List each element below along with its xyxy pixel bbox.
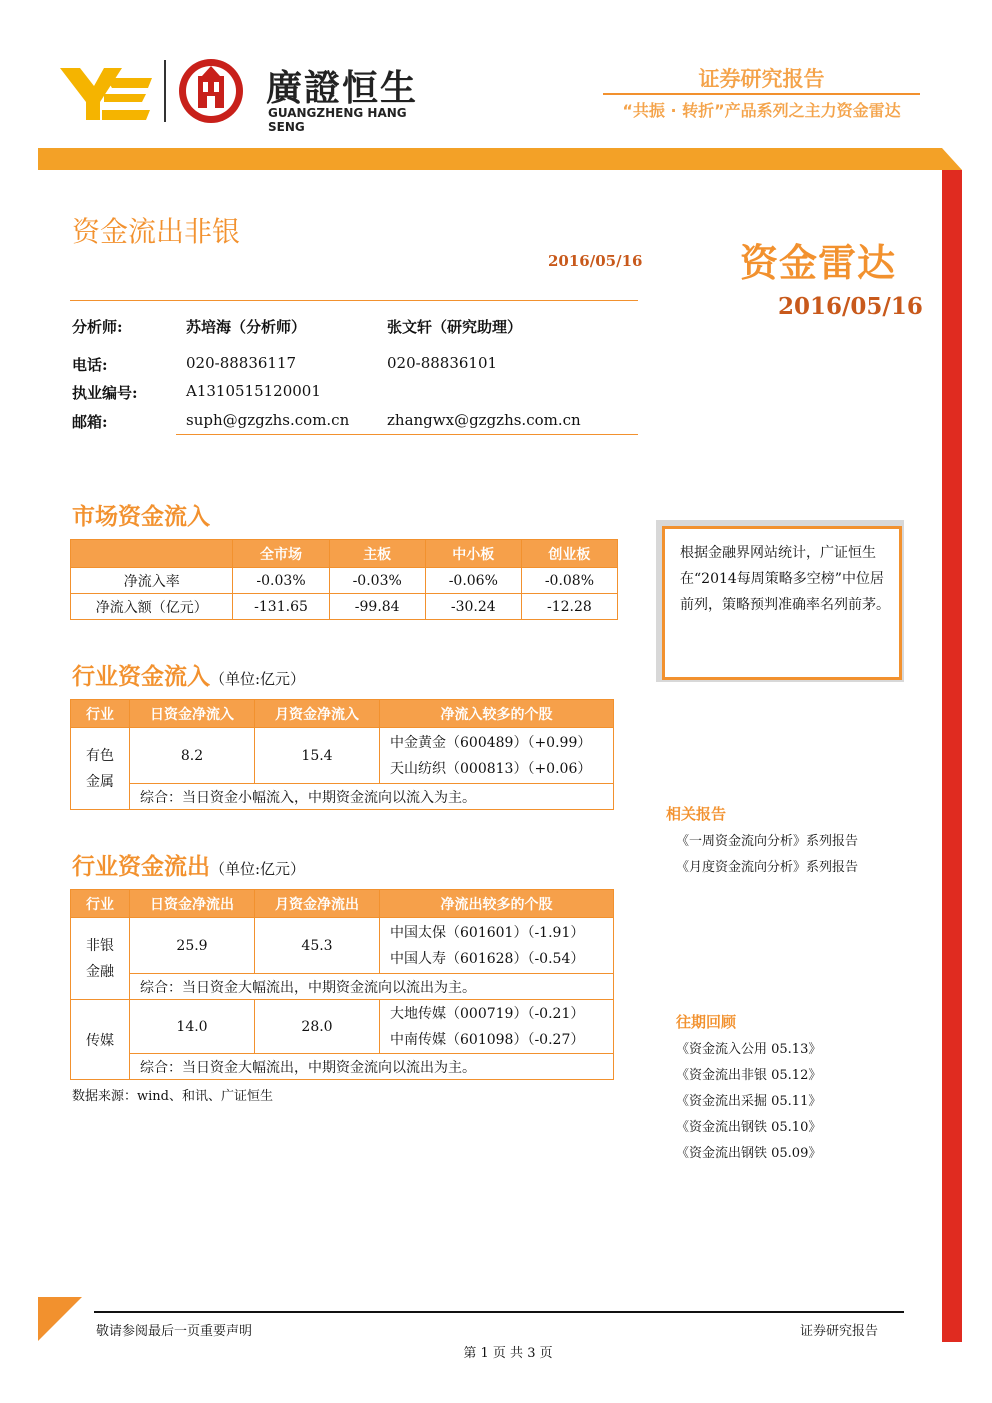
brand-logo [60, 58, 440, 134]
table-cell: -131.65 [233, 594, 329, 620]
related-report-link[interactable]: 《月度资金流向分析》系列报告 [676, 860, 859, 875]
table-row [71, 728, 614, 784]
past-report-link[interactable]: 《资金流出采掘 05.11》 [676, 1094, 822, 1109]
analyst-1-license: A1310515120001 [186, 382, 321, 400]
analyst-label: 分析师: [72, 318, 123, 336]
summary-row [71, 1054, 614, 1080]
table-cell: -30.24 [425, 594, 521, 620]
series-name: “共振 · 转折”产品系列之主力资金雷达 [622, 101, 901, 120]
summary-cell: 综合：当日资金大幅流出，中期资金流向以流出为主。 [130, 1054, 614, 1080]
outflow-header: 日资金净流出 [130, 890, 255, 918]
table-cell: 45.3 [255, 918, 380, 974]
industry-cell: 传媒 [71, 1000, 130, 1080]
data-source: 数据来源：wind、和讯、广证恒生 [72, 1089, 273, 1104]
table-row [71, 1000, 614, 1054]
stock-item: 中国人寿（601628）（-0.54） [390, 950, 585, 967]
top-banner-corner [942, 148, 962, 170]
market-header: 主板 [329, 540, 425, 568]
footer-notice: 敬请参阅最后一页重要声明 [96, 1324, 253, 1339]
radar-title: 资金雷达 [740, 241, 897, 285]
market-header-empty [71, 540, 233, 568]
logo-divider [164, 60, 166, 122]
stocks-cell [380, 1000, 614, 1054]
summary-row [71, 784, 614, 810]
table-cell: 8.2 [130, 728, 255, 784]
stock-item: 大地传媒（000719）（-0.21） [390, 1005, 585, 1022]
past-report-link[interactable]: 《资金流出钢铁 05.10》 [676, 1120, 822, 1135]
callout-text: 根据金融界网站统计，广证恒生在“2014每周策略多空榜”中位居前列，策略预判准确率名列前茅。 [680, 545, 890, 613]
title-date: 2016/05/16 [548, 252, 643, 270]
analyst-2-name: 张文轩（研究助理） [387, 318, 523, 336]
inflow-section-title [72, 658, 305, 691]
footer-report-type: 证券研究报告 [800, 1324, 879, 1339]
stocks-cell [380, 918, 614, 974]
page-title: 资金流出非银 [72, 215, 241, 248]
table-cell: 15.4 [255, 728, 380, 784]
table-row [71, 918, 614, 974]
summary-cell: 综合：当日资金小幅流入，中期资金流向以流入为主。 [130, 784, 614, 810]
page-number: 第 1 页 共 3 页 [463, 1346, 553, 1361]
report-type: 证券研究报告 [698, 67, 825, 91]
row-label: 净流入额（亿元） [71, 594, 233, 620]
inflow-title-text: 行业资金流入 [72, 664, 210, 690]
table-row [71, 568, 618, 594]
past-report-link[interactable]: 《资金流出钢铁 05.09》 [676, 1146, 822, 1161]
table-cell: -0.03% [329, 568, 425, 594]
table-cell: -0.06% [425, 568, 521, 594]
analyst-bottom-divider [176, 434, 638, 435]
inflow-unit: （单位:亿元） [210, 670, 306, 688]
stock-item: 中金黄金（600489）（+0.99） [390, 734, 592, 751]
phone-label: 电话: [72, 356, 108, 374]
stock-item: 中国太保（601601）（-1.91） [390, 924, 585, 941]
inflow-table [70, 699, 614, 810]
inflow-header: 日资金净流入 [130, 700, 255, 728]
table-row [71, 594, 618, 620]
table-cell: 14.0 [130, 1000, 255, 1054]
brand-name-cn: 廣證恒生 [266, 68, 419, 109]
inflow-header: 月资金净流入 [255, 700, 380, 728]
stock-item: 天山纺织（000813）（+0.06） [390, 760, 592, 777]
row-label: 净流入率 [71, 568, 233, 594]
outflow-section-title [72, 848, 305, 881]
past-reports-title: 往期回顾 [676, 1013, 737, 1031]
analyst-1-email[interactable]: suph@gzgzhs.com.cn [186, 411, 350, 429]
table-cell: -12.28 [521, 594, 617, 620]
footer-divider [94, 1311, 904, 1313]
market-header: 创业板 [521, 540, 617, 568]
past-report-link[interactable]: 《资金流出非银 05.12》 [676, 1068, 822, 1083]
footer-corner-icon [38, 1297, 82, 1341]
outflow-header: 行业 [71, 890, 130, 918]
hang-seng-seal-icon [178, 58, 244, 124]
related-reports-title: 相关报告 [666, 805, 727, 823]
table-cell: -99.84 [329, 594, 425, 620]
market-table [70, 539, 618, 620]
outflow-title-text: 行业资金流出 [72, 854, 210, 880]
outflow-table [70, 889, 614, 1080]
stock-item: 中南传媒（601098）（-0.27） [390, 1031, 585, 1048]
analyst-1-phone: 020-88836117 [186, 354, 297, 372]
brand-name-en: GUANGZHENG HANG SENG [268, 106, 407, 134]
analyst-2-phone: 020-88836101 [387, 354, 498, 372]
market-header: 中小板 [425, 540, 521, 568]
table-cell: -0.08% [521, 568, 617, 594]
industry-cell: 有色 金属 [71, 728, 130, 810]
related-report-link[interactable]: 《一周资金流向分析》系列报告 [676, 834, 859, 849]
past-report-link[interactable]: 《资金流入公用 05.13》 [676, 1042, 822, 1057]
inflow-header: 净流入较多的个股 [380, 700, 614, 728]
license-label: 执业编号: [72, 384, 138, 402]
inflow-header: 行业 [71, 700, 130, 728]
header-divider [603, 93, 920, 95]
top-banner-bar [38, 148, 942, 170]
industry-cell: 非银 金融 [71, 918, 130, 1000]
table-cell: 25.9 [130, 918, 255, 974]
table-cell: 28.0 [255, 1000, 380, 1054]
email-label: 邮箱: [72, 413, 108, 431]
outflow-header: 净流出较多的个股 [380, 890, 614, 918]
outflow-unit: （单位:亿元） [210, 860, 306, 878]
summary-cell: 综合：当日资金大幅流出，中期资金流向以流出为主。 [130, 974, 614, 1000]
market-section-title: 市场资金流入 [72, 504, 210, 530]
table-cell: -0.03% [233, 568, 329, 594]
market-header: 全市场 [233, 540, 329, 568]
stocks-cell [380, 728, 614, 784]
outflow-header: 月资金净流出 [255, 890, 380, 918]
summary-row [71, 974, 614, 1000]
analyst-top-divider [70, 300, 638, 301]
analyst-2-email[interactable]: zhangwx@gzgzhs.com.cn [387, 411, 581, 429]
analyst-1-name: 苏培海（分析师） [186, 318, 307, 336]
radar-date: 2016/05/16 [778, 293, 923, 320]
right-edge-bar [942, 170, 962, 1342]
ye-logo-icon [60, 62, 154, 124]
